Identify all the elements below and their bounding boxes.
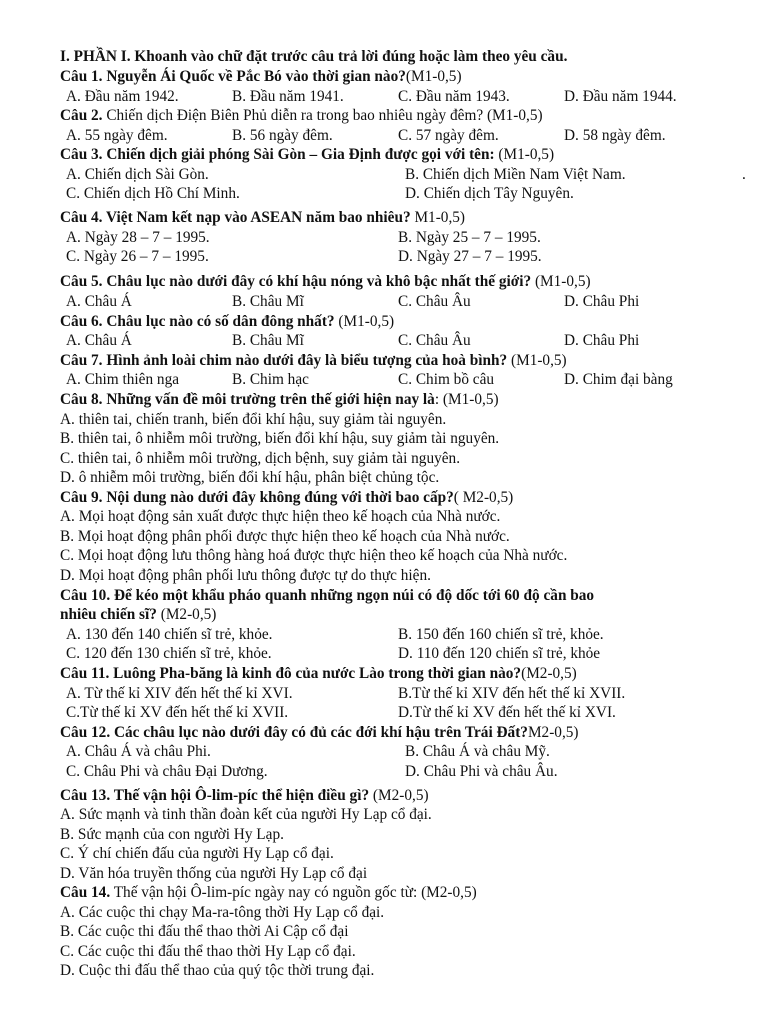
question-11-options-row-2 xyxy=(0,703,768,723)
option-c[interactable]: C. thiên tai, ô nhiễm môi trường, dịch bệnh, suy giảm tài nguyên. xyxy=(60,450,461,467)
question-label: Câu 11. xyxy=(60,665,110,682)
option-c[interactable]: C.Từ thế kỉ XV đến hết thế kỉ XVII. xyxy=(66,704,289,721)
question-text: Việt Nam kết nạp vào ASEAN năm bao nhiêu? xyxy=(102,209,411,226)
question-level: (M1-0,5) xyxy=(483,107,543,124)
question-text: Luông Pha-băng là kinh đô của nước Lào trong thời gian nào? xyxy=(109,665,522,682)
question-10-stem xyxy=(0,586,768,606)
question-4-stem xyxy=(0,208,768,228)
question-7-options xyxy=(0,370,768,390)
option-b[interactable]: B. Châu Mĩ xyxy=(232,293,304,310)
option-a[interactable]: A. thiên tai, chiến tranh, biến đổi khí hậu, suy giảm tài nguyên. xyxy=(60,411,447,428)
question-10-stem-cont xyxy=(0,605,768,625)
option-a[interactable]: A. Từ thế kỉ XIV đến hết thế kỉ XVI. xyxy=(66,685,293,702)
question-4-options-row-2 xyxy=(0,247,768,267)
question-label: Câu 2. xyxy=(60,107,103,124)
option-a[interactable]: A. Châu Á xyxy=(66,293,132,310)
question-text: Chiến dịch Điện Biên Phủ diễn ra trong bao nhiêu ngày đêm? xyxy=(102,107,484,124)
question-text: Những vấn đề môi trường trên thế giới hiện nay là xyxy=(102,391,435,408)
question-text: Hình ảnh loài chim nào dưới đây là biểu tượng của hoà bình? xyxy=(102,352,508,369)
question-12-stem xyxy=(0,723,768,743)
option-d[interactable]: D. Mọi hoạt động phân phối lưu thông được tự do thực hiện. xyxy=(60,567,431,584)
option-a[interactable]: A. 55 ngày đêm. xyxy=(66,127,168,144)
option-d[interactable]: D. Chiến dịch Tây Nguyên. xyxy=(405,185,574,202)
option-d[interactable]: D. ô nhiễm môi trường, biến đổi khí hậu, phân biệt chủng tộc. xyxy=(60,469,440,486)
option-c[interactable]: C. Châu Phi và châu Đại Dương. xyxy=(66,763,268,780)
question-13-option-c xyxy=(0,844,768,864)
question-14-option-a xyxy=(0,903,768,923)
option-a[interactable]: A. Châu Á và châu Phi. xyxy=(66,743,211,760)
question-level: M1-0,5) xyxy=(410,209,466,226)
section-title: I. PHẦN I. Khoanh vào chữ đặt trước câu trả lời đúng hoặc làm theo yêu cầu. xyxy=(60,48,568,65)
question-10-options-row-1 xyxy=(0,625,768,645)
option-a[interactable]: A. Mọi hoạt động sản xuất được thực hiện theo kế hoạch của Nhà nước. xyxy=(60,508,501,525)
option-d[interactable]: D. Đầu năm 1944. xyxy=(564,88,677,105)
question-9-option-c xyxy=(0,546,768,566)
question-11-stem xyxy=(0,664,768,684)
question-level: (M2-0,5) xyxy=(156,606,217,623)
option-b[interactable]: B. Châu Á và châu Mỹ. xyxy=(405,743,550,760)
question-14-option-b xyxy=(0,922,768,942)
option-c[interactable]: C. Các cuộc thi đấu thể thao thời Hy Lạp cổ đại. xyxy=(60,943,356,960)
option-d[interactable]: D. Văn hóa truyền thống của người Hy Lạp cổ đại xyxy=(60,865,368,882)
question-label: Câu 5. xyxy=(60,273,103,290)
option-a[interactable]: A. Chiến dịch Sài Gòn. xyxy=(66,166,209,183)
question-label: Câu 10. xyxy=(60,587,111,604)
question-level: (M1-0,5) xyxy=(494,146,555,163)
option-b[interactable]: B. Các cuộc thi đấu thể thao thời Ai Cập cổ đại xyxy=(60,923,349,940)
question-5-stem xyxy=(0,272,768,292)
option-b[interactable]: B. Ngày 25 – 7 – 1995. xyxy=(398,229,541,246)
question-label: Câu 1. xyxy=(60,68,103,85)
option-b[interactable]: B. Mọi hoạt động phân phối được thực hiện theo kế hoạch của Nhà nước. xyxy=(60,528,510,545)
question-label: Câu 13. xyxy=(60,787,111,804)
option-c[interactable]: C. Châu Âu xyxy=(398,332,471,349)
question-text: Nội dung nào dưới đây không đúng với thời bao cấp? xyxy=(102,489,454,506)
question-level: (M2-0,5) xyxy=(521,665,577,682)
option-a[interactable]: A. Ngày 28 – 7 – 1995. xyxy=(66,229,210,246)
question-8-stem xyxy=(0,390,768,410)
question-text: Nguyễn Ái Quốc về Pắc Bó vào thời gian nào? xyxy=(102,68,406,85)
option-d[interactable]: D. Ngày 27 – 7 – 1995. xyxy=(398,248,542,265)
option-a[interactable]: A. Đầu năm 1942. xyxy=(66,88,179,105)
question-14-stem xyxy=(0,883,768,903)
question-text: Chiến dịch giải phóng Sài Gòn – Gia Định được gọi với tên: xyxy=(102,146,495,163)
question-9-option-a xyxy=(0,507,768,527)
question-text: Châu lục nào dưới đây có khí hậu nóng và khô bậc nhất thế giới? xyxy=(102,273,532,290)
question-13-option-d xyxy=(0,864,768,884)
option-c[interactable]: C. Chiến dịch Hồ Chí Minh. xyxy=(66,185,240,202)
option-d[interactable]: D. Châu Phi và châu Âu. xyxy=(405,763,558,780)
question-10-options-row-2 xyxy=(0,644,768,664)
question-label: Câu 7. xyxy=(60,352,103,369)
question-text: Để kéo một khẩu pháo quanh những ngọn núi có độ dốc tới 60 độ cần bao xyxy=(110,587,595,604)
option-d[interactable]: D. Châu Phi xyxy=(564,293,640,310)
option-b[interactable]: B. 56 ngày đêm. xyxy=(232,127,333,144)
option-a[interactable]: A. 130 đến 140 chiến sĩ trẻ, khỏe. xyxy=(66,626,273,643)
option-c[interactable]: C. Chim bồ câu xyxy=(398,371,495,388)
question-13-option-a xyxy=(0,805,768,825)
question-14-option-c xyxy=(0,942,768,962)
question-12-options-row-1 xyxy=(0,742,768,762)
option-b[interactable]: B. Chiến dịch Miền Nam Việt Nam. xyxy=(405,166,626,183)
question-level: (M2-0,5) xyxy=(369,787,429,804)
question-label: Câu 12. xyxy=(60,724,111,741)
question-text-cont: nhiêu chiến sĩ? xyxy=(60,606,157,623)
question-6-stem xyxy=(0,312,768,332)
option-a[interactable]: A. Châu Á xyxy=(66,332,132,349)
question-label: Câu 9. xyxy=(60,489,103,506)
question-2-stem xyxy=(0,106,768,126)
option-a[interactable]: A. Các cuộc thi chạy Ma-ra-tông thời Hy Lạp cổ đại. xyxy=(60,904,385,921)
question-level: : (M1-0,5) xyxy=(434,391,499,408)
question-3-options-row-1 xyxy=(0,165,768,185)
question-9-option-d xyxy=(0,566,768,586)
question-14-option-d xyxy=(0,961,768,981)
question-6-options xyxy=(0,331,768,351)
question-3-stem xyxy=(0,145,768,165)
option-d[interactable]: D. Châu Phi xyxy=(564,332,640,349)
question-8-option-a xyxy=(0,410,768,430)
question-label: Câu 14. xyxy=(60,884,111,901)
question-12-options-row-2 xyxy=(0,762,768,782)
question-text: Thế vận hội Ô-lim-píc thể hiện điều gì? xyxy=(110,787,370,804)
option-d[interactable]: D. 110 đến 120 chiến sĩ trẻ, khỏe xyxy=(398,645,601,662)
option-c[interactable]: C. Ý chí chiến đấu của người Hy Lạp cổ đại. xyxy=(60,845,334,862)
option-b[interactable]: B. thiên tai, ô nhiễm môi trường, biến đổi khí hậu, suy giảm tài nguyên. xyxy=(60,430,500,447)
question-text: Châu lục nào có số dân đông nhất? xyxy=(102,313,335,330)
option-b[interactable]: B. Sức mạnh của con người Hy Lạp. xyxy=(60,826,284,843)
question-7-stem xyxy=(0,351,768,371)
question-5-options xyxy=(0,292,768,312)
option-d[interactable]: D. 58 ngày đêm. xyxy=(564,127,666,144)
question-8-option-c xyxy=(0,449,768,469)
question-9-option-b xyxy=(0,527,768,547)
question-level: (M1-0,5) xyxy=(531,273,591,290)
option-d[interactable]: D.Từ thế kỉ XV đến hết thế kỉ XVI. xyxy=(398,704,616,721)
option-b[interactable]: B. Chim hạc xyxy=(232,371,309,388)
question-level: (M2-0,5) xyxy=(417,884,477,901)
question-8-option-b xyxy=(0,429,768,449)
option-c[interactable]: C. Ngày 26 – 7 – 1995. xyxy=(66,248,209,265)
question-label: Câu 6. xyxy=(60,313,103,330)
question-label: Câu 4. xyxy=(60,209,103,226)
question-text: Các châu lục nào dưới đây có đủ các đới khí hậu trên Trái Đất? xyxy=(110,724,528,741)
option-b[interactable]: B. Châu Mĩ xyxy=(232,332,304,349)
option-d[interactable]: D. Cuộc thi đấu thể thao của quý tộc thời trung đại. xyxy=(60,962,375,979)
question-13-stem xyxy=(0,786,768,806)
option-a[interactable]: A. Sức mạnh và tinh thần đoàn kết của người Hy Lạp cổ đại. xyxy=(60,806,432,823)
option-c[interactable]: C. 120 đến 130 chiến sĩ trẻ, khỏe. xyxy=(66,645,272,662)
question-11-options-row-1 xyxy=(0,684,768,704)
stray-mark: . xyxy=(742,166,746,183)
option-b[interactable]: B. 150 đến 160 chiến sĩ trẻ, khỏe. xyxy=(398,626,604,643)
question-level: M2-0,5) xyxy=(527,724,579,741)
question-2-options xyxy=(0,126,768,146)
question-text: Thế vận hội Ô-lim-píc ngày nay có nguồn gốc từ: xyxy=(110,884,418,901)
section-title-line xyxy=(0,47,768,67)
question-level: (M1-0,5) xyxy=(334,313,395,330)
option-c[interactable]: C. 57 ngày đêm. xyxy=(398,127,499,144)
question-level: ( M2-0,5) xyxy=(453,489,514,506)
option-c[interactable]: C. Mọi hoạt động lưu thông hàng hoá được thực hiện theo kế hoạch của Nhà nước. xyxy=(60,547,568,564)
question-8-option-d xyxy=(0,468,768,488)
question-level: (M1-0,5) xyxy=(507,352,567,369)
question-1-stem xyxy=(0,67,768,87)
option-d[interactable]: D. Chim đại bàng xyxy=(564,371,673,388)
option-c[interactable]: C. Châu Âu xyxy=(398,293,471,310)
question-3-options-row-2 xyxy=(0,184,768,204)
option-c[interactable]: C. Đầu năm 1943. xyxy=(398,88,510,105)
option-b[interactable]: B. Đầu năm 1941. xyxy=(232,88,344,105)
question-4-options-row-1 xyxy=(0,228,768,248)
question-1-options xyxy=(0,87,768,107)
option-a[interactable]: A. Chim thiên nga xyxy=(66,371,180,388)
question-label: Câu 3. xyxy=(60,146,103,163)
question-9-stem xyxy=(0,488,768,508)
question-13-option-b xyxy=(0,825,768,845)
option-b[interactable]: B.Từ thế kỉ XIV đến hết thế kỉ XVII. xyxy=(398,685,626,702)
question-level: (M1-0,5) xyxy=(405,68,462,85)
question-label: Câu 8. xyxy=(60,391,103,408)
